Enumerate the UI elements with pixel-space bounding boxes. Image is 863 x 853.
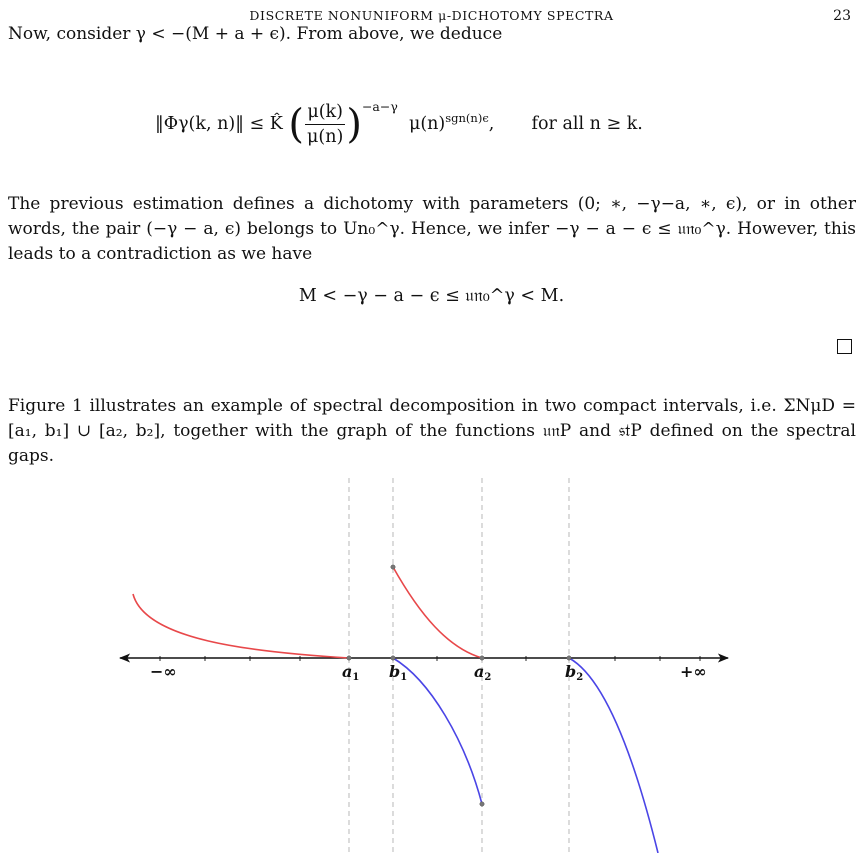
equation-exponent: −a−γ bbox=[361, 99, 398, 114]
label-a2 bbox=[474, 662, 491, 683]
paragraph-dichotomy: The previous estimation defines a dichotomy with parameters (0; ∗, −γ−a, ∗, ϵ), or in other words, the pair (−γ − a, ϵ) belongs to Un₀^γ. Hence, we infer −γ − a − ϵ ≤ 𝔲𝔫₀^γ. However, this leads to a contradiction as we have bbox=[8, 194, 856, 264]
un-curve-middle bbox=[393, 567, 482, 658]
equation-lhs: ‖Φγ(k, n)‖ ≤ bbox=[155, 114, 270, 134]
equation-khat: K̂ bbox=[269, 114, 283, 134]
right-paren: ) bbox=[346, 101, 362, 148]
fraction-denominator: μ(n) bbox=[307, 127, 344, 147]
un-curve-left bbox=[133, 594, 349, 658]
label-b2-letter: b bbox=[565, 662, 577, 681]
running-title: DISCRETE NONUNIFORM μ-DICHOTOMY SPECTRA bbox=[249, 8, 614, 23]
equation-factor: μ(n) bbox=[408, 114, 446, 134]
label-a1-letter: a bbox=[342, 662, 353, 681]
label-a1 bbox=[342, 662, 359, 683]
fraction-numerator: μ(k) bbox=[305, 102, 345, 125]
paragraph-figure-description: Figure 1 illustrates an example of spectral decomposition in two compact intervals, i.e. ΣNμD = [a₁, b₁] ∪ [a₂, b₂], together with the graph of the functions 𝔲𝔫P and 𝔰𝔱P defined on the spectral gaps. bbox=[8, 396, 856, 466]
label-b1-subscript: 1 bbox=[400, 672, 408, 683]
label-a1-subscript: 1 bbox=[352, 672, 360, 683]
st-curve-right bbox=[569, 658, 658, 853]
label-b2 bbox=[565, 662, 583, 683]
label-a2-subscript: 2 bbox=[484, 672, 492, 683]
page-number: 23 bbox=[833, 8, 851, 24]
equation-factor-exponent: sgn(n)ϵ bbox=[445, 111, 489, 126]
label-a2-letter: a bbox=[474, 662, 485, 681]
paragraph-intro: Now, consider γ < −(M + a + ϵ). From above, we deduce bbox=[8, 24, 503, 44]
equation-condition: for all n ≥ k. bbox=[531, 114, 643, 134]
endpoint-dots bbox=[347, 565, 571, 806]
equation-contradiction: M < −γ − a − ϵ ≤ 𝔲𝔫₀^γ < M. bbox=[298, 286, 565, 306]
equation-trail: , bbox=[488, 114, 495, 134]
label-b2-subscript: 2 bbox=[576, 672, 584, 683]
label-pos-inf: +∞ bbox=[680, 662, 707, 681]
label-neg-inf: −∞ bbox=[150, 662, 177, 681]
left-paren: ( bbox=[288, 101, 305, 148]
label-b1-letter: b bbox=[389, 662, 401, 681]
